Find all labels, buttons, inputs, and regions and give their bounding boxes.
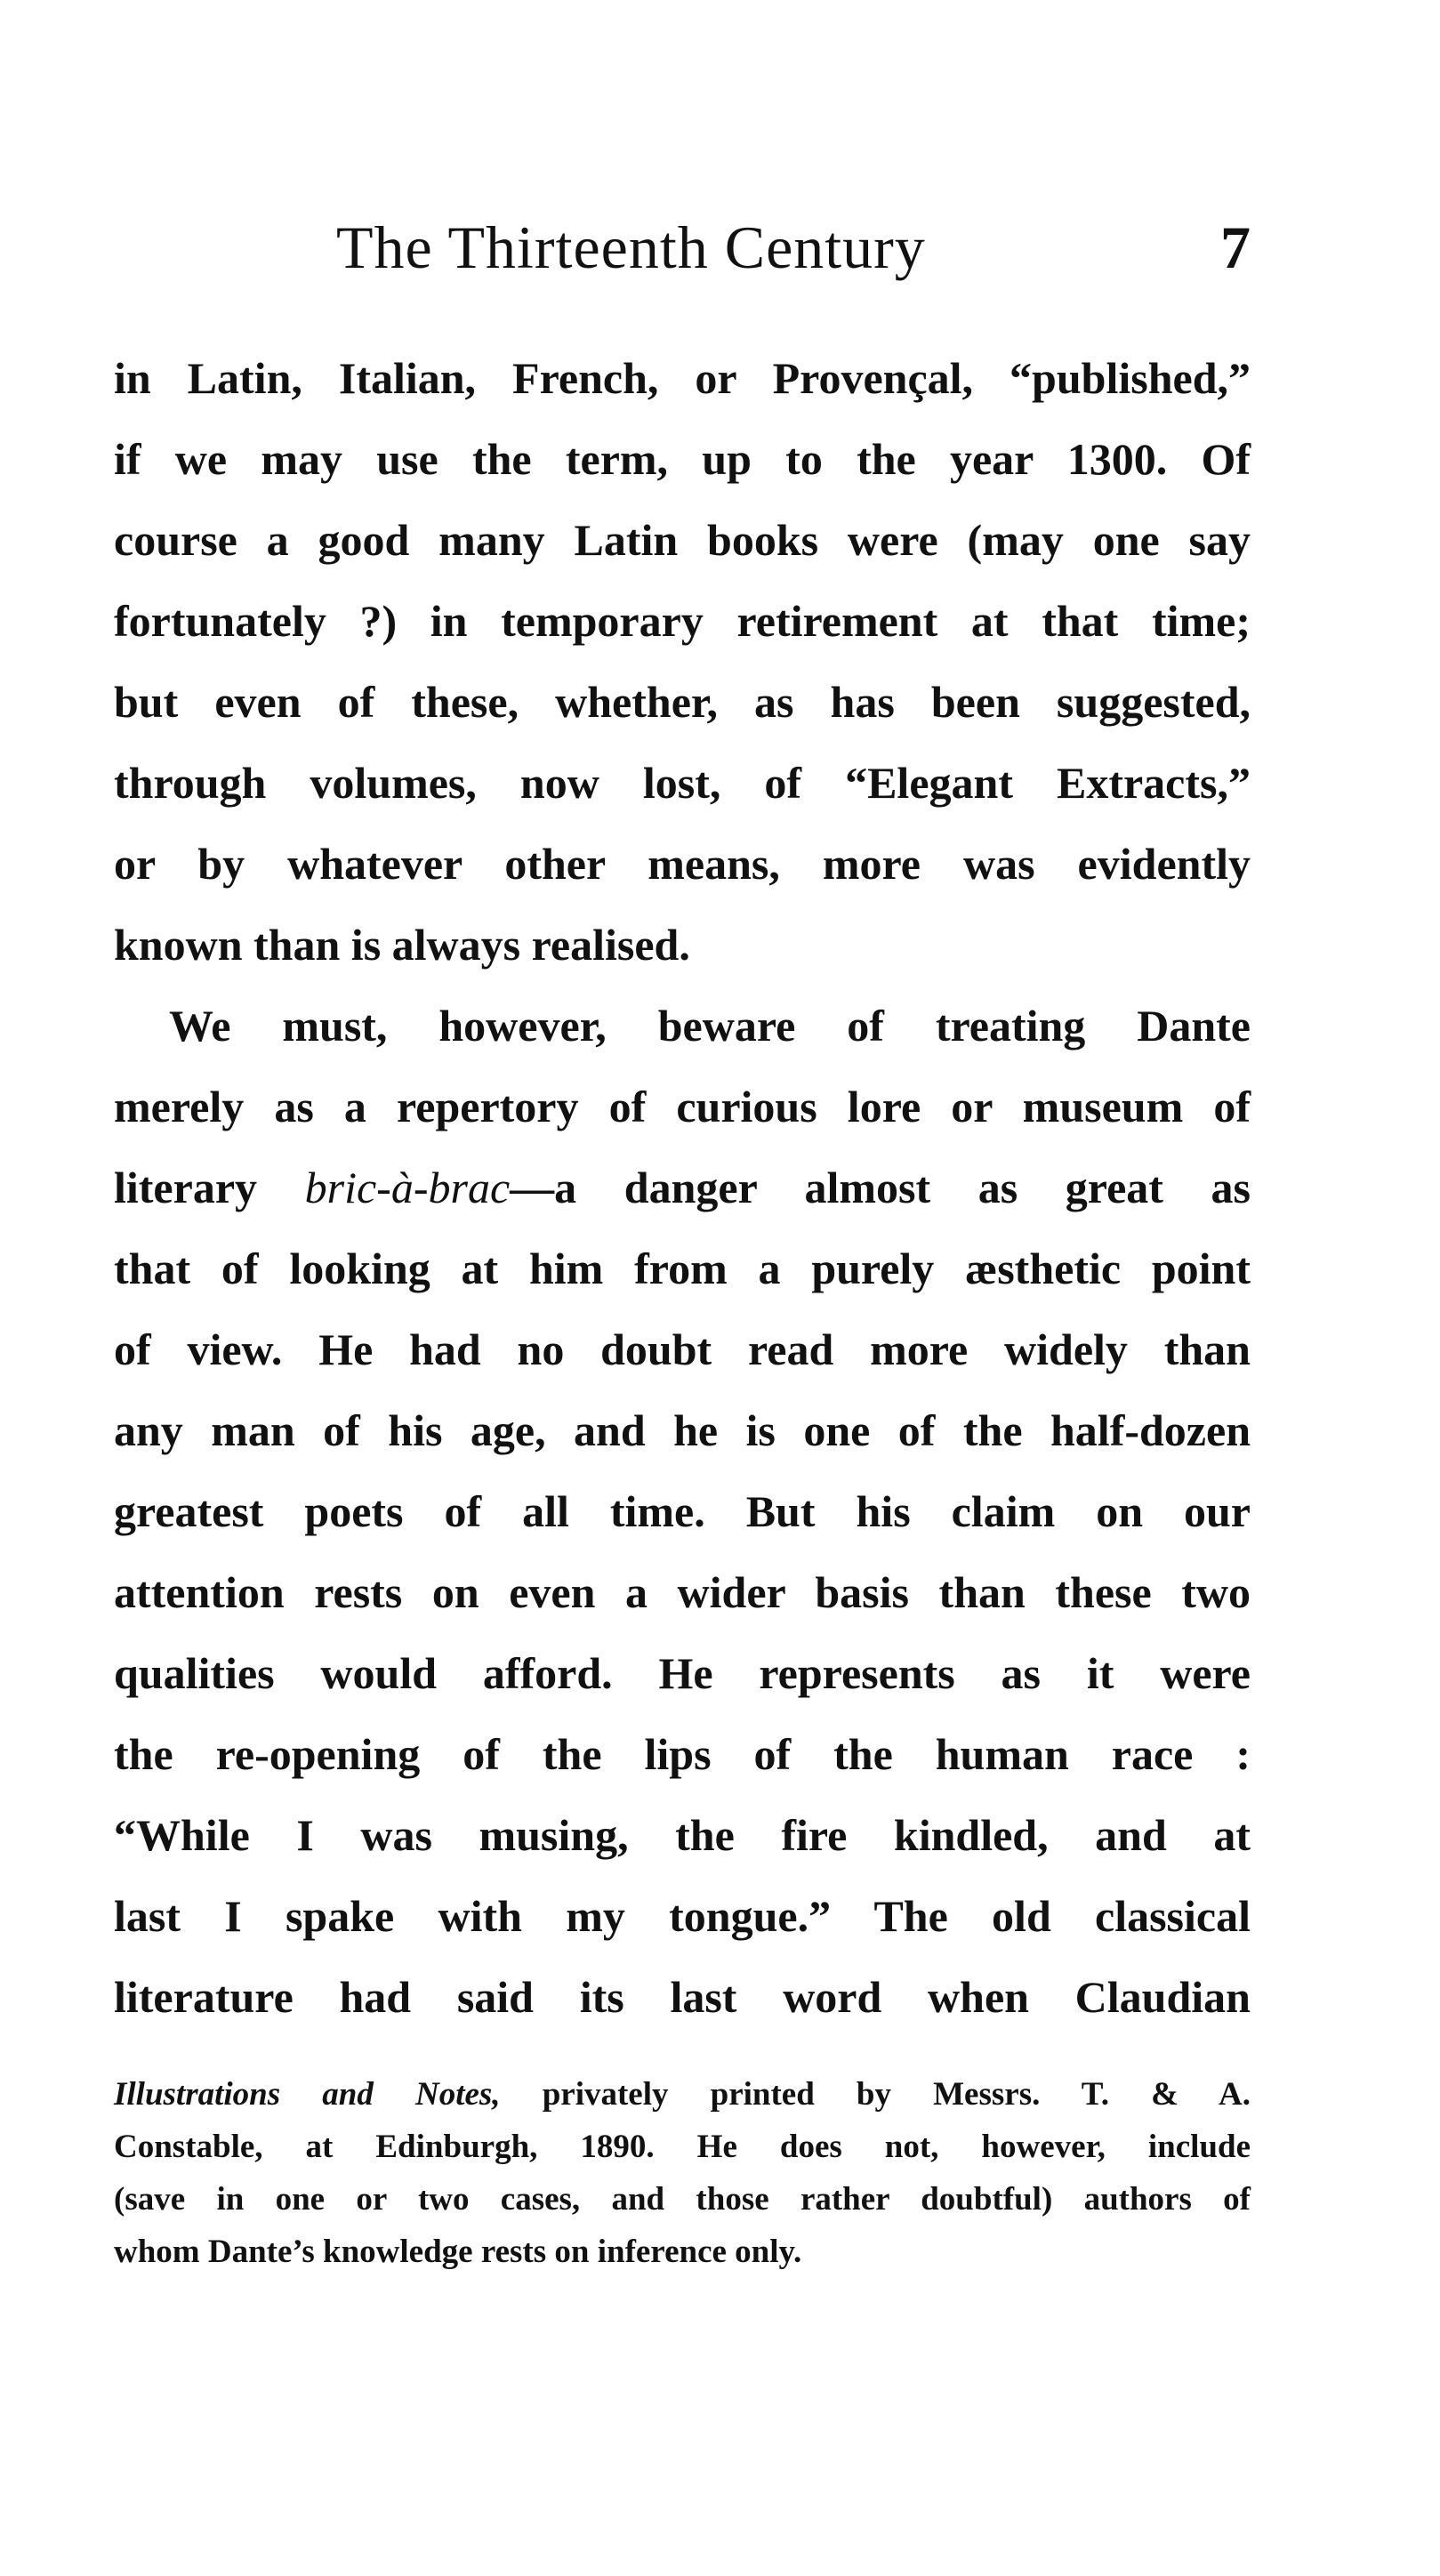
- footnote-italic-title: Illustrations and Notes,: [114, 2076, 501, 2113]
- text-line: qualities would afford. He represents as it were: [114, 1648, 1251, 1698]
- text-line: the re-opening of the lips of the human race :: [114, 1729, 1251, 1779]
- footnote-line: [114, 2068, 1251, 2121]
- text-segment: privately printed by Messrs. T. & A.: [500, 2076, 1251, 2113]
- text-line: in Latin, Italian, French, or Provençal, “published,”: [114, 353, 1251, 403]
- running-title: The Thirteenth Century: [336, 213, 926, 281]
- text-segment: literary: [114, 1163, 305, 1212]
- footnote-line: (save in one or two cases, and those rather doubtful) authors of: [114, 2181, 1251, 2218]
- text-line: attention rests on even a wider basis than these two: [114, 1567, 1251, 1617]
- text-line: fortunately ?) in temporary retirement at that time;: [114, 596, 1251, 646]
- text-line: if we may use the term, up to the year 1300. Of: [114, 434, 1251, 484]
- text-segment: —a danger almost as great as: [510, 1163, 1251, 1212]
- text-line: course a good many Latin books were (may one say: [114, 515, 1251, 565]
- running-head: [114, 212, 1251, 283]
- italic-phrase: bric-à-brac: [304, 1163, 511, 1212]
- text-line: or by whatever other means, more was evidently: [114, 839, 1251, 889]
- footnote-line: whom Dante’s knowledge rests on inference only.: [114, 2234, 802, 2270]
- footnote: [114, 2068, 1251, 2278]
- text-line: merely as a repertory of curious lore or museum of: [114, 1082, 1251, 1131]
- footnote-line: Constable, at Edinburgh, 1890. He does not, however, include: [114, 2129, 1251, 2165]
- paragraph-2: [114, 986, 1251, 2038]
- text-line: any man of his age, and he is one of the half-dozen: [114, 1405, 1251, 1455]
- text-line: “While I was musing, the fire kindled, and at: [114, 1810, 1251, 1860]
- text-line: known than is always realised.: [114, 920, 690, 970]
- page-number: 7: [1220, 213, 1251, 281]
- body-text: [114, 338, 1251, 2038]
- text-line: of view. He had no doubt read more widely than: [114, 1324, 1251, 1374]
- text-line: last I spake with my tongue.” The old classical: [114, 1891, 1251, 1941]
- text-line: through volumes, now lost, of “Elegant Extracts,”: [114, 758, 1251, 808]
- text-line: [114, 1147, 1251, 1228]
- text-line: literature had said its last word when Claudian: [114, 1972, 1251, 2022]
- paragraph-1: [114, 338, 1251, 986]
- text-line: that of looking at him from a purely æsthetic point: [114, 1244, 1251, 1293]
- text-line: greatest poets of all time. But his claim on our: [114, 1486, 1251, 1536]
- text-line: but even of these, whether, as has been suggested,: [114, 677, 1251, 727]
- text-line: We must, however, beware of treating Dante: [169, 1001, 1251, 1051]
